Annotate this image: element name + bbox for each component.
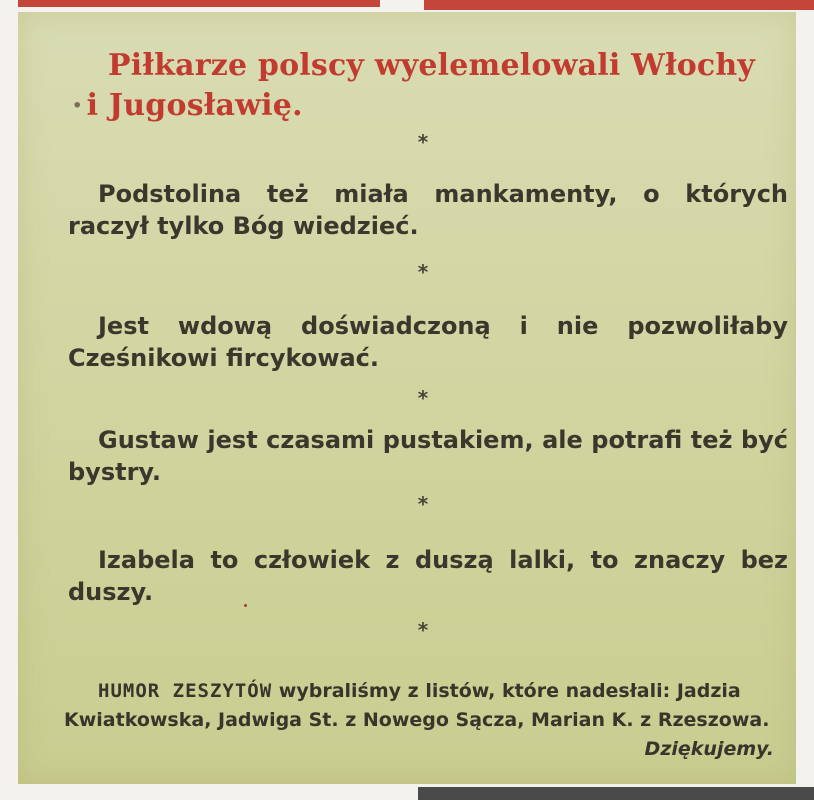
newspaper-clipping — [18, 12, 796, 784]
top-red-rule-right — [424, 0, 814, 10]
headline-line-1: Piłkarze polscy wyelemelowali Włochy — [108, 48, 756, 83]
credit-thanks: Dziękujemy. — [644, 738, 774, 760]
paragraph-1 — [68, 178, 788, 242]
paragraph-1-text: Podstolina też miała mankamenty, o których raczył tylko Bóg wiedzieć. — [68, 180, 788, 240]
asterisk-separator-2: * — [417, 260, 429, 284]
asterisk-separator-4: * — [417, 492, 429, 516]
top-red-rule-left — [18, 0, 380, 7]
credit-note — [64, 677, 786, 764]
print-speck — [244, 604, 247, 607]
asterisk-separator-5: * — [417, 618, 429, 642]
asterisk-separator-3: * — [417, 386, 429, 410]
paragraph-3 — [68, 424, 788, 488]
paragraph-2 — [68, 310, 788, 374]
bottom-dark-rule — [418, 787, 814, 800]
paragraph-2-text: Jest wdową doświadczoną i nie pozwoliłaby Cześnikowi fircykować. — [68, 312, 788, 372]
credit-text: wybraliśmy z listów, które nadesłali: Jadzia Kwiatkowska, Jadwiga St. z Nowego Sącza, Marian K. z Rzeszowa. — [64, 680, 770, 731]
credit-heading: HUMOR ZESZYTÓW — [98, 680, 273, 702]
paragraph-4-text: Izabela to człowiek z duszą lalki, to znaczy bez duszy. — [68, 546, 788, 606]
headline — [72, 46, 808, 126]
paragraph-3-text: Gustaw jest czasami pustakiem, ale potrafi też być bystry. — [68, 426, 788, 486]
asterisk-separator-1: * — [417, 130, 429, 154]
paragraph-4 — [68, 544, 788, 608]
headline-line-2-wrapper — [72, 86, 808, 126]
print-dot: · — [72, 88, 83, 123]
headline-line-2: i Jugosławię. — [86, 88, 303, 123]
